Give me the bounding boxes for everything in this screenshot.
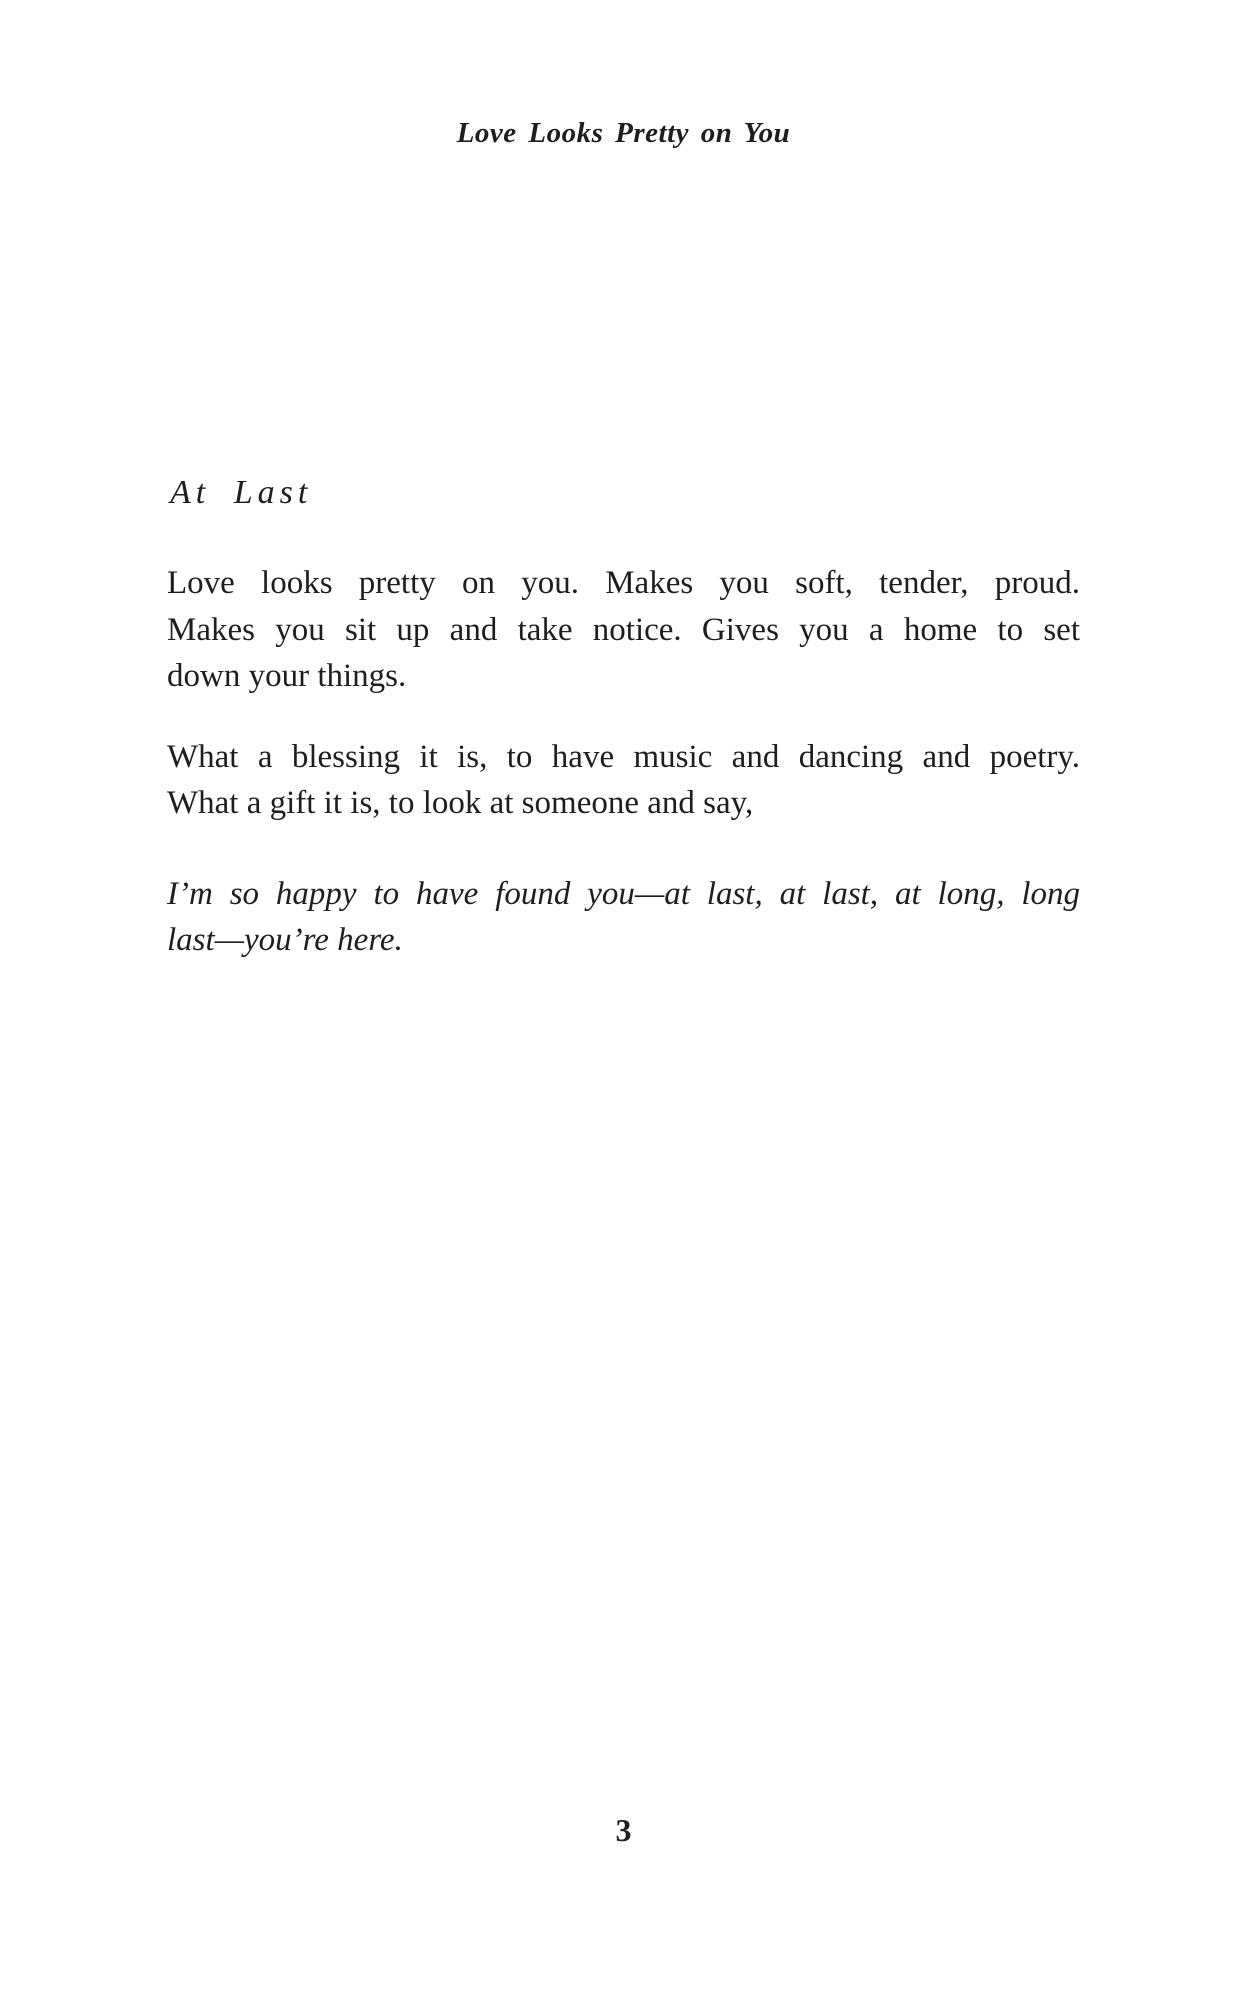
poem-line: down your things. (167, 658, 407, 694)
page-number: 3 (615, 1812, 632, 1848)
paragraph-2 (167, 734, 1080, 827)
poem-line: I’m so happy to have found you—at last, at last, at long, long (167, 875, 1080, 912)
poem-line: Makes you sit up and take notice. Gives you a home to set (167, 611, 1080, 648)
poem-line: Love looks pretty on you. Makes you soft, tender, proud. (167, 565, 1080, 601)
poem-line: What a blessing it is, to have music and dancing and poetry. (167, 738, 1080, 775)
paragraph-1 (167, 560, 1080, 700)
paragraph-3 (167, 871, 1080, 964)
poem-body (167, 560, 1080, 964)
poem-line: last—you’re here. (167, 922, 403, 958)
poem-title: At Last (170, 474, 313, 511)
poem-line: What a gift it is, to look at someone and say, (167, 785, 754, 821)
running-header: Love Looks Pretty on You (456, 117, 791, 149)
